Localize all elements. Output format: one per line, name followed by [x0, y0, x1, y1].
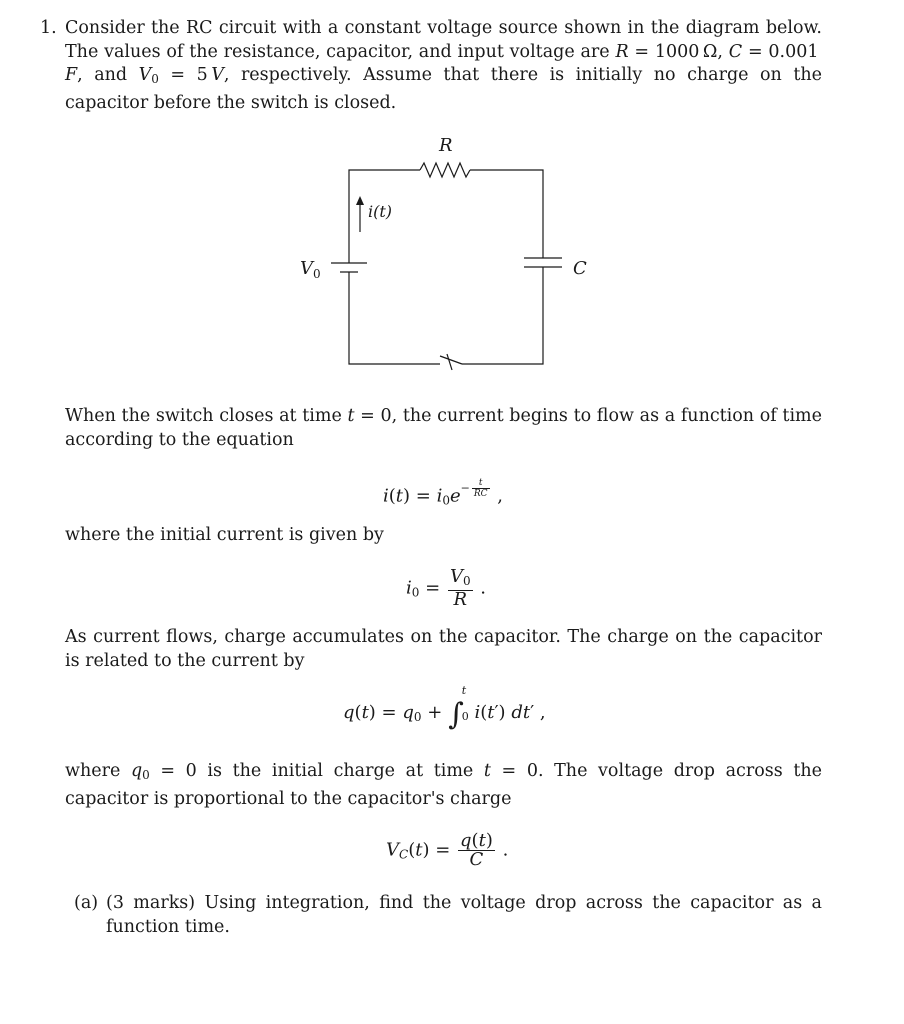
wire-bottom-left — [349, 272, 440, 364]
initial-current-paragraph: where the initial current is given by — [65, 525, 384, 545]
switch-paragraph: When the switch closes at time t = 0, the current begins to flow as a function of time according to the equation — [65, 406, 822, 450]
question-a-label: (a) — [74, 893, 99, 913]
wire-top-right — [470, 170, 543, 258]
capacitor-label: C — [573, 258, 587, 279]
wire-bottom-right — [462, 267, 543, 364]
problem-number: 1. — [40, 18, 57, 38]
voltage-paragraph: where $q_0 = 0$ is the initial charge at time t = 0. The voltage drop across the capacitor is proportional to the capacitor's charge — [65, 761, 822, 809]
charge-equation: $q(t) = q_0$ + ∫ t 0 i(t′) dt′ , — [343, 684, 546, 732]
source-label: $V_0$ — [300, 258, 321, 281]
current-arrow-head — [356, 196, 364, 205]
switch-contact — [447, 354, 452, 370]
switch-blade — [440, 356, 462, 364]
question-a-text: (3 marks) Using integration, find the voltage drop across the capacitor as a function time. — [106, 893, 822, 937]
charge-paragraph: As current flows, charge accumulates on the capacitor. The charge on the capacitor is related to the current by — [65, 627, 822, 671]
resistor-label: R — [439, 135, 453, 156]
resistor-symbol — [420, 163, 470, 177]
current-label: i(t) — [368, 202, 393, 221]
capacitor-voltage-equation: $V_C(t)$ = $\frac{q(t)}{C}$ . — [386, 830, 509, 870]
current-equation: $i(t) = i_0e-$ $\frac{t}{RC}$ , — [383, 478, 503, 508]
problem-intro: Consider the RC circuit with a constant voltage source shown in the diagram below. The values of the resistance, capacitor, and input voltage are R = 1000 Ω, C = 0.001 F, and $V_0 = 5$ V, respectively. Assume that there is initially no charge on the capacitor before the switch is closed. — [65, 18, 822, 113]
rc-circuit-diagram — [0, 0, 904, 400]
initial-current-equation: $i_0$ = $\frac{V_0}{R}$ . — [406, 566, 487, 610]
